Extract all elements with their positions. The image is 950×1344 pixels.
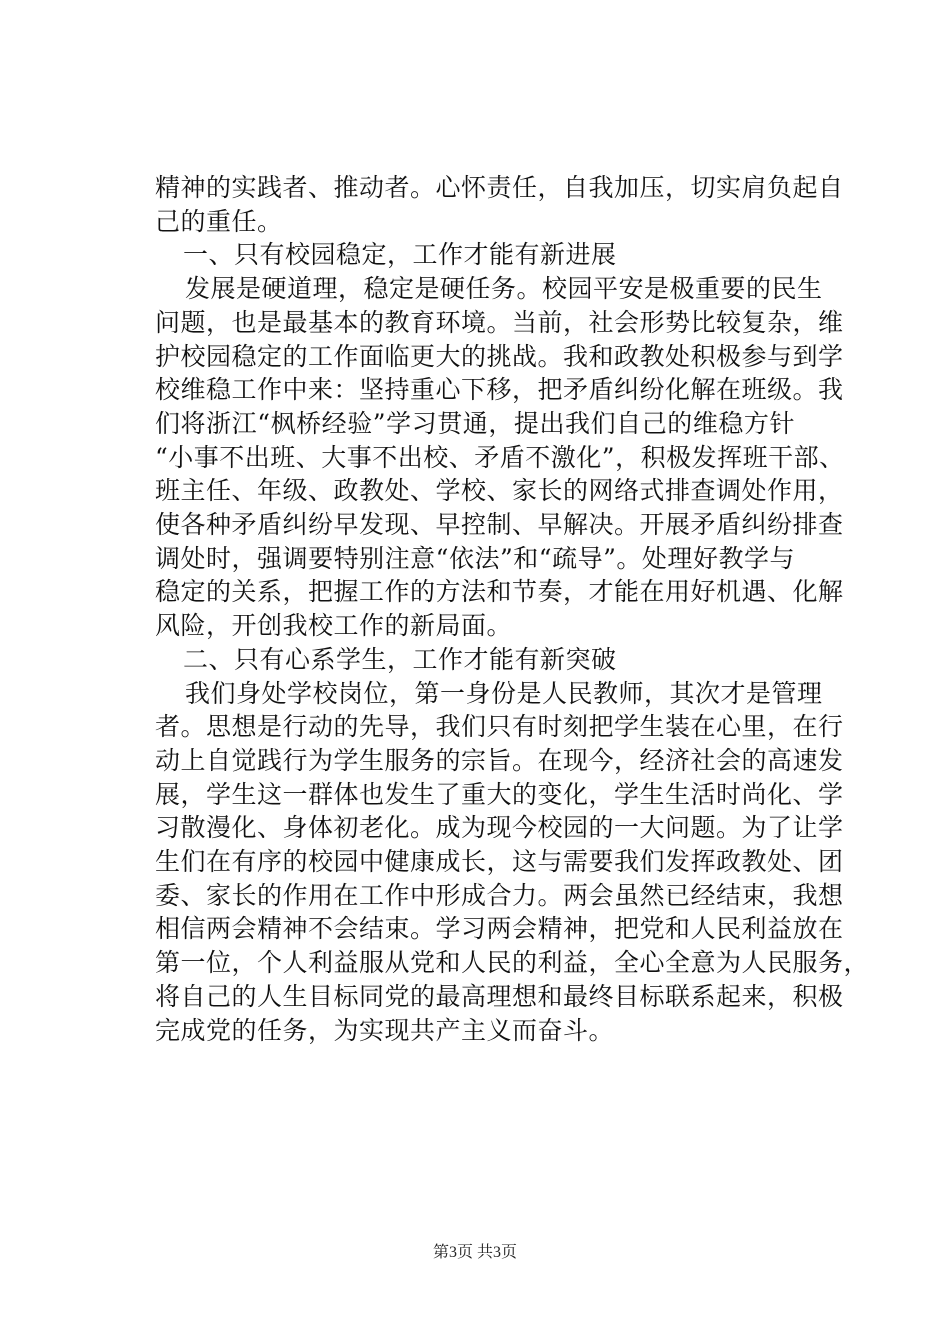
text-line: 相信两会精神不会结束。学习两会精神，把党和人民利益放在 <box>155 914 844 944</box>
text-line: 者。思想是行动的先导，我们只有时刻把学生装在心里，在行 <box>155 712 844 742</box>
text-line: 展，学生这一群体也发生了重大的变化，学生生活时尚化、学 <box>155 779 844 809</box>
text-line: 完成党的任务，为实现共产主义而奋斗。 <box>155 1015 615 1045</box>
text-line: 第一位，个人利益服从党和人民的利益，全心全意为人民服务， <box>155 948 870 978</box>
text-line: 们将浙江“枫桥经验”学习贯通，提出我们自己的维稳方针 <box>155 408 795 438</box>
text-line: 己的重任。 <box>155 206 283 236</box>
section-heading: 二、只有心系学生，工作才能有新突破 <box>183 644 617 674</box>
text-line: 精神的实践者、推动者。心怀责任，自我加压，切实肩负起自 <box>155 173 844 202</box>
text-line: “小事不出班、大事不出校、矛盾不激化”，积极发挥班干部、 <box>155 442 845 472</box>
text-line: 发展是硬道理，稳定是硬任务。校园平安是极重要的民生 <box>185 274 823 304</box>
section-heading: 一、只有校园稳定，工作才能有新进展 <box>183 240 617 270</box>
text-line: 使各种矛盾纠纷早发现、早控制、早解决。开展矛盾纠纷排查 <box>155 510 844 540</box>
text-line: 习散漫化、身体初老化。成为现今校园的一大问题。为了让学 <box>155 813 844 843</box>
text-line: 问题，也是最基本的教育环境。当前，社会形势比较复杂，维 <box>155 307 844 337</box>
text-line: 校维稳工作中来：坚持重心下移，把矛盾纠纷化解在班级。我 <box>155 375 844 405</box>
page-number-footer: 第3页 共3页 <box>432 1244 517 1261</box>
document-body <box>155 171 870 1047</box>
text-line: 动上自觉践行为学生服务的宗旨。在现今，经济社会的高速发 <box>155 745 844 775</box>
text-line: 生们在有序的校园中健康成长，这与需要我们发挥政教处、团 <box>155 847 844 877</box>
text-line: 稳定的关系，把握工作的方法和节奏，才能在用好机遇、化解 <box>155 577 844 607</box>
text-line: 风险，开创我校工作的新局面。 <box>155 611 513 641</box>
text-line: 我们身处学校岗位，第一身份是人民教师，其次才是管理 <box>185 678 823 708</box>
text-line: 委、家长的作用在工作中形成合力。两会虽然已经结束，我想 <box>155 880 844 910</box>
text-line: 将自己的人生目标同党的最高理想和最终目标联系起来，积极 <box>155 981 844 1011</box>
text-line: 调处时，强调要特别注意“依法”和“疏导”。处理好教学与 <box>155 543 795 573</box>
text-line: 护校园稳定的工作面临更大的挑战。我和政教处积极参与到学 <box>155 341 844 371</box>
text-line: 班主任、年级、政教处、学校、家长的网络式排查调处作用， <box>155 476 844 506</box>
